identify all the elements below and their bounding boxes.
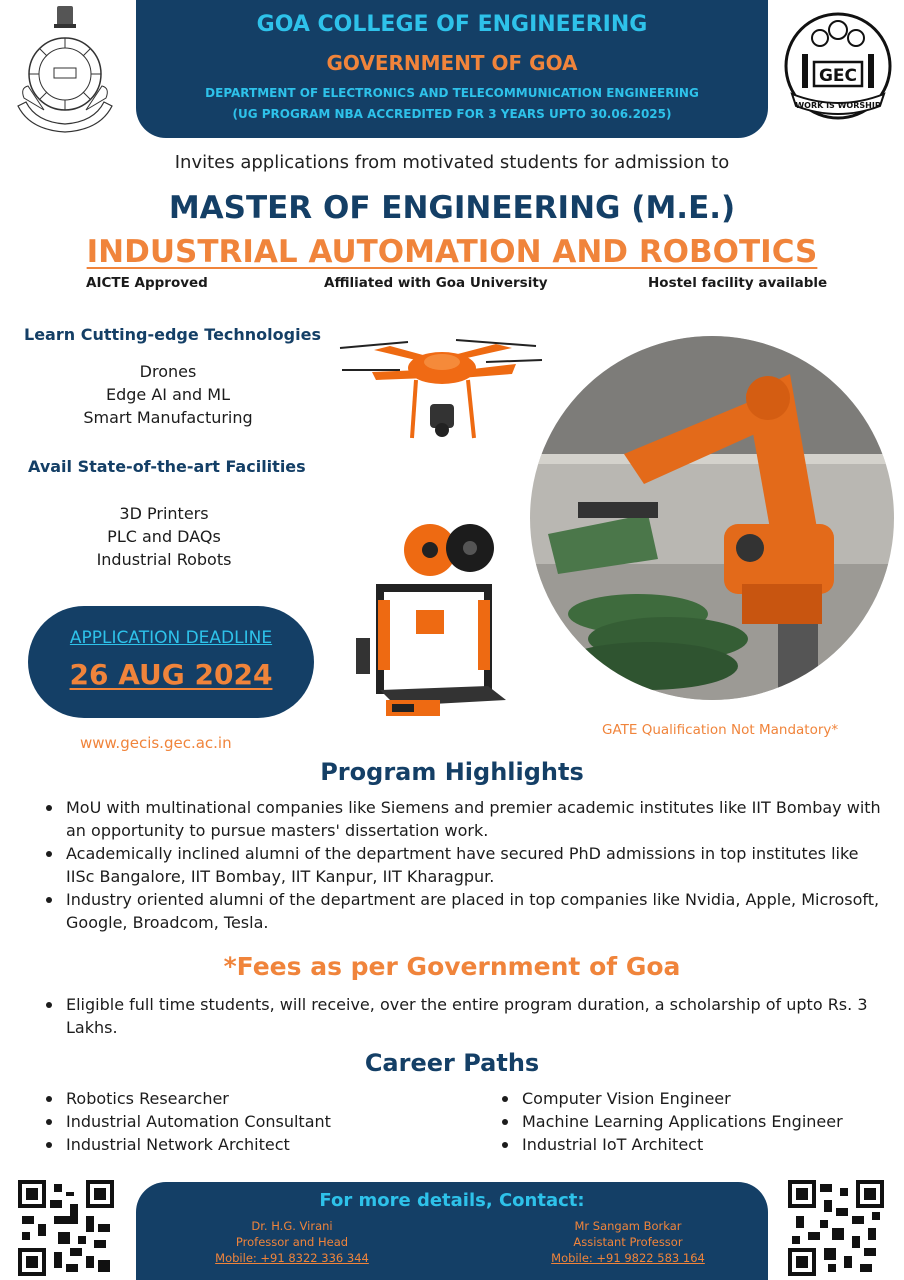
contact-mobile-link[interactable]: Mobile: +91 8322 336 344 <box>215 1251 369 1265</box>
career-item: Machine Learning Applications Engineer <box>500 1110 900 1133</box>
gate-note: GATE Qualification Not Mandatory* <box>602 722 839 738</box>
facilities-list <box>44 502 284 571</box>
specialization-text: INDUSTRIAL AUTOMATION AND ROBOTICS <box>86 234 818 270</box>
accreditation-note: (UG PROGRAM NBA ACCREDITED FOR 3 YEARS UPTO 30.06.2025) <box>232 107 672 121</box>
career-item: Industrial IoT Architect <box>500 1133 900 1156</box>
qr-code-left[interactable] <box>18 1180 114 1276</box>
industrial-robot-image <box>528 334 896 702</box>
header-banner <box>136 0 768 138</box>
career-item: Robotics Researcher <box>44 1087 464 1110</box>
facility-item: PLC and DAQs <box>107 527 221 546</box>
fees-heading: *Fees as per Government of Goa <box>223 952 681 981</box>
careers-list-right <box>500 1087 900 1156</box>
gec-logo-text: GEC <box>818 66 858 86</box>
technologies-heading: Learn Cutting-edge Technologies <box>24 325 321 344</box>
technology-item: Smart Manufacturing <box>83 408 253 427</box>
deadline-date: 26 AUG 2024 <box>69 658 273 691</box>
program-title: MASTER OF ENGINEERING (M.E.) <box>168 190 736 226</box>
contact-name: Mr Sangam Borkar <box>574 1219 682 1233</box>
tag-affiliation: Affiliated with Goa University <box>324 275 548 291</box>
department-name: DEPARTMENT OF ELECTRONICS AND TELECOMMUNICATION ENGINEERING <box>205 86 699 100</box>
technology-item: Edge AI and ML <box>105 385 230 404</box>
contact-role: Professor and Head <box>235 1235 349 1249</box>
intro-text: Invites applications from motivated students for admission to <box>174 152 730 173</box>
contact-card <box>518 1218 738 1266</box>
government-name: GOVERNMENT OF GOA <box>326 51 578 75</box>
technologies-list <box>48 360 288 429</box>
facilities-heading: Avail State-of-the-art Facilities <box>28 457 306 476</box>
highlights-list <box>44 796 884 934</box>
tag-aicte: AICTE Approved <box>86 275 208 291</box>
government-emblem-logo <box>10 2 120 136</box>
contact-card <box>182 1218 402 1266</box>
technology-item: Drones <box>139 362 197 381</box>
fees-item: Eligible full time students, will receive, over the entire program duration, a scholarship of upto Rs. 3 Lakhs. <box>44 993 874 1039</box>
career-item: Industrial Network Architect <box>44 1133 464 1156</box>
highlights-heading: Program Highlights <box>320 758 584 786</box>
careers-list-left <box>44 1087 464 1156</box>
contact-role: Assistant Professor <box>573 1235 683 1249</box>
contact-banner <box>136 1182 768 1280</box>
specialization-title <box>0 234 904 270</box>
3d-printer-image <box>356 514 512 720</box>
gec-motto: WORK IS WORSHIP <box>795 101 881 110</box>
college-name: GOA COLLEGE OF ENGINEERING <box>256 12 648 37</box>
highlight-item: Industry oriented alumni of the department are placed in top companies like Nvidia, Apple, Microsoft, Google, Broadcom, Tesla. <box>44 888 884 934</box>
facility-item: 3D Printers <box>119 504 209 523</box>
qr-code-right[interactable] <box>788 1180 884 1276</box>
contact-mobile-link[interactable]: Mobile: +91 9822 583 164 <box>551 1251 705 1265</box>
highlight-item: Academically inclined alumni of the department have secured PhD admissions in top institutes like IISc Bangalore, IIT Bombay, IIT Kanpur, IIT Kharagpur. <box>44 842 884 888</box>
highlight-item: MoU with multinational companies like Siemens and premier academic institutes like IIT Bombay with an opportunity to pursue masters' dissertation work. <box>44 796 884 842</box>
deadline-box <box>28 606 314 718</box>
facility-item: Industrial Robots <box>96 550 232 569</box>
careers-heading: Career Paths <box>364 1049 540 1077</box>
career-item: Industrial Automation Consultant <box>44 1110 464 1133</box>
fees-list <box>44 993 874 1039</box>
drone-image <box>336 326 548 446</box>
contact-heading: For more details, Contact: <box>319 1190 585 1211</box>
website-link[interactable]: www.gecis.gec.ac.in <box>80 734 232 752</box>
career-item: Computer Vision Engineer <box>500 1087 900 1110</box>
tag-hostel: Hostel facility available <box>648 275 828 291</box>
gec-logo <box>780 8 896 120</box>
contact-name: Dr. H.G. Virani <box>251 1219 333 1233</box>
deadline-label: APPLICATION DEADLINE <box>69 628 273 648</box>
